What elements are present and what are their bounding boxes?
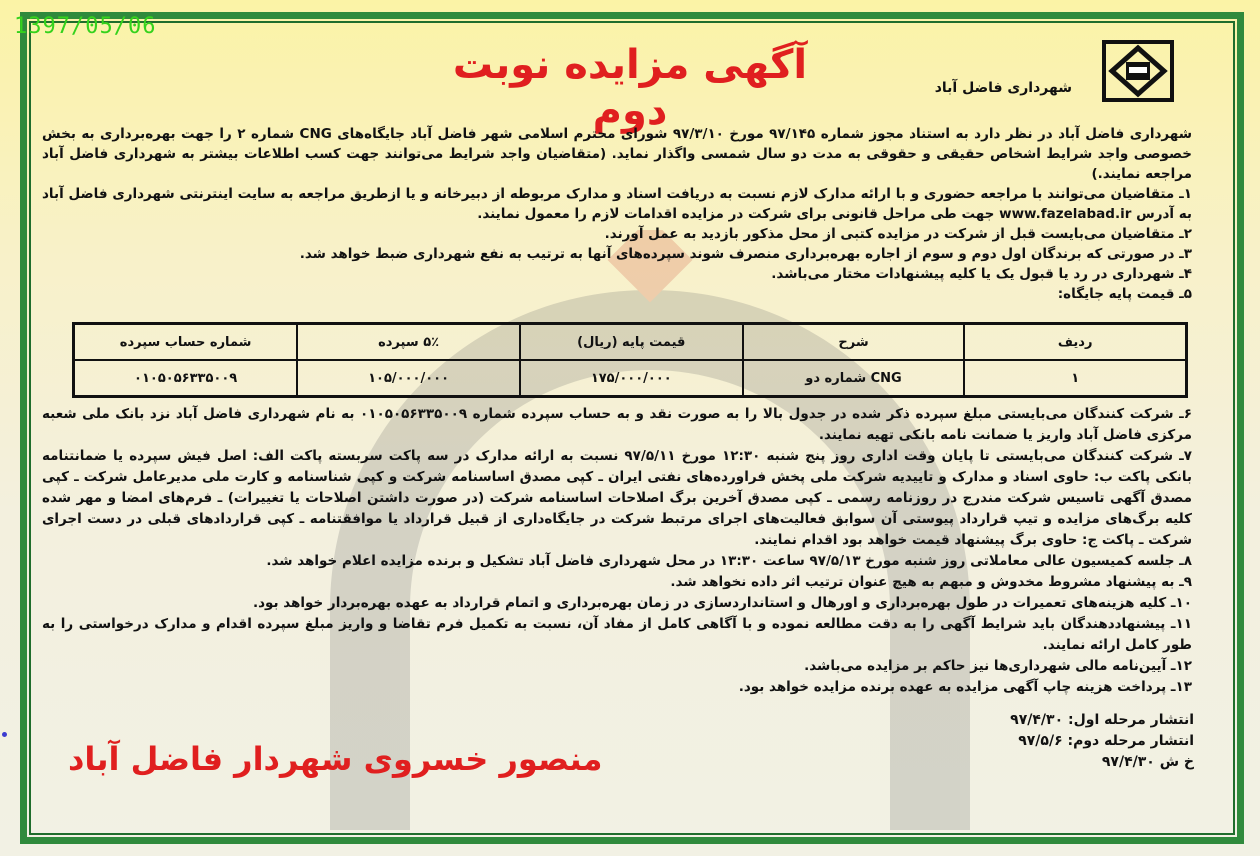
col-header-base-price: قیمت پایه (ریال): [520, 324, 743, 361]
clause-4: ۴ـ شهرداری در رد یا قبول یک یا کلیه پیشنهادات مختار می‌باشد.: [771, 266, 1192, 282]
date-stamp: 1397/05/06: [14, 14, 157, 39]
clause-12: ۱۲ـ آیین‌نامه مالی شهرداری‌ها نیز حاکم بر مزایده می‌باشد.: [804, 658, 1192, 674]
clause-2: ۲ـ متقاضیان می‌بایست قبل از شرکت در مزایده کتبی از محل مذکور بازدید به عمل آورند.: [604, 226, 1192, 242]
clause-11: ۱۱ـ پیشنهاددهندگان باید شرایط آگهی را به دقت مطالعه نموده و با آگاهی کامل از مفاد آن، نسبت به تکمیل فرم تقاضا و واریز مبلغ سپرده اقدام و مدارک درخواستی را به طور کامل ارائه نمایند.: [42, 616, 1192, 653]
table-header-row: [74, 324, 1187, 361]
clause-8: ۸ـ جلسه کمیسیون عالی معاملاتی روز شنبه مورخ ۹۷/۵/۱۳ ساعت ۱۳:۳۰ در محل شهرداری فاضل آباد تشکیل و برنده مزایده اعلام خواهد شد.: [266, 553, 1192, 569]
clause-7: ۷ـ شرکت کنندگان می‌بایستی تا پایان وقت اداری روز پنج شنبه ۱۲:۳۰ مورخ ۹۷/۵/۱۱ نسبت به ارائه مدارک در سه پاکت سربسته پاکت الف: اصل فیش سپرده یا ضمانتنامه بانکی پاکت ب: حاوی اسناد و مدارک و تاییدیه شرکت ملی پخش فراورده‌های نفتی ایران ـ کپی مصدق اساسنامه شرکت و کپی شناسنامه و کارت ملی مدیرعامل شرکت ـ کپی مصدق آگهی تاسیس شرکت مندرج در روزنامه رسمی ـ کپی مصدق آخرین برگ اصلاحات اساسنامه شرکت (در صورت داشتن اصلاحات یا تغییرات) ـ فرم‌های امضا و مهر شده کلیه برگ‌های مزایده و تیپ قرارداد پیوستی آن سوابق فعالیت‌های اجرای مرتبط شرکت در جایگاه‌داری از قبیل قرارداد یا موافقتنامه ـ کپی قراردادهای قبلی در دست اجرای شرکت ـ پاکت ج: حاوی برگ پیشنهاد قیمت خواهد بود اقدام نمایند.: [42, 448, 1192, 548]
publication-dates: [1010, 710, 1194, 773]
cell-account: ۰۱۰۵۰۵۶۳۳۵۰۰۹: [74, 360, 298, 397]
publication-ref: خ ش ۹۷/۴/۳۰: [1101, 754, 1194, 770]
base-price-table: [72, 322, 1188, 398]
clause-5: ۵ـ قیمت پایه جایگاه:: [1057, 286, 1192, 302]
clause-6: ۶ـ شرکت کنندگان می‌بایستی مبلغ سپرده ذکر شده در جدول بالا را به صورت نقد و به حساب سپرده شماره ۰۱۰۵۰۵۶۳۳۵۰۰۹ به نام شهرداری فاضل آباد نزد بانک ملی شعبه مرکزی فاضل آباد واریز یا ضمانت نامه بانکی تهیه نمایند.: [42, 406, 1192, 443]
edge-mark: [2, 732, 7, 737]
intro-paragraph: شهرداری فاضل آباد در نظر دارد به استناد مجوز شماره ۹۷/۱۴۵ مورخ ۹۷/۳/۱۰ شورای محترم اسلامی شهر فاضل آباد جایگاه‌های CNG شماره ۲ را جهت بهره‌برداری به بخش خصوصی واجد شرایط اشخاص حقیقی و حقوقی به مدت دو سال شمسی واگذار نماید. (متقاضیان واجد شرایط می‌توانند جهت کسب اطلاعات بیشتر به شهرداری فاضل آباد مراجعه نمایند.): [42, 126, 1192, 182]
col-header-description: شرح: [743, 324, 965, 361]
ad-body-top: [42, 124, 1192, 304]
mayor-signature: منصور خسروی شهردار فاضل آباد: [68, 740, 603, 778]
cell-description: CNG شماره دو: [743, 360, 965, 397]
table-row: [74, 360, 1187, 397]
clause-10: ۱۰ـ کلیه هزینه‌های تعمیرات در طول بهره‌برداری و اورهال و استانداردسازی در زمان بهره‌برداری و اتمام قرارداد به عهده بهره‌بردار خواهد بود.: [252, 595, 1192, 611]
publication-first: انتشار مرحله اول: ۹۷/۴/۳۰: [1010, 712, 1194, 728]
cell-deposit: ۱۰۵/۰۰۰/۰۰۰: [297, 360, 520, 397]
cell-row-no: ۱: [964, 360, 1186, 397]
ad-body-bottom: [42, 404, 1192, 698]
clause-1: ۱ـ متقاضیان می‌توانند با مراجعه حضوری و با ارائه مدارک لازم نسبت به دریافت اسناد و مدارک مربوطه از دبیرخانه و یا ازطریق مراجعه به سایت اینترنتی شهرداری فاضل آباد به آدرس www.fazelabad.ir جهت طی مراحل قانونی برای شرکت در مزایده اقدامات لازم را معمول نمایند.: [42, 186, 1192, 222]
clause-3: ۳ـ در صورتی که برندگان اول دوم و سوم از اجاره بهره‌برداری منصرف شوند سپرده‌های آنها به ترتیب به نفع شهرداری ضبط خواهد شد.: [299, 246, 1192, 262]
col-header-row-no: ردیف: [964, 324, 1186, 361]
municipality-logo-icon: [1102, 40, 1174, 102]
publication-second: انتشار مرحله دوم: ۹۷/۵/۶: [1018, 733, 1194, 749]
col-header-deposit: ۵٪ سپرده: [297, 324, 520, 361]
cell-base-price: ۱۷۵/۰۰۰/۰۰۰: [520, 360, 743, 397]
clause-9: ۹ـ به پیشنهاد مشروط مخدوش و مبهم به هیچ عنوان ترتیب اثر داده نخواهد شد.: [670, 574, 1192, 590]
clause-13: ۱۳ـ پرداخت هزینه چاپ آگهی مزایده به عهده برنده مزایده خواهد بود.: [738, 679, 1192, 695]
ad-title: آگهی مزایده نوبت دوم: [452, 42, 808, 134]
col-header-account: شماره حساب سپرده: [74, 324, 298, 361]
municipality-name: شهرداری فاضل آباد: [934, 80, 1072, 96]
